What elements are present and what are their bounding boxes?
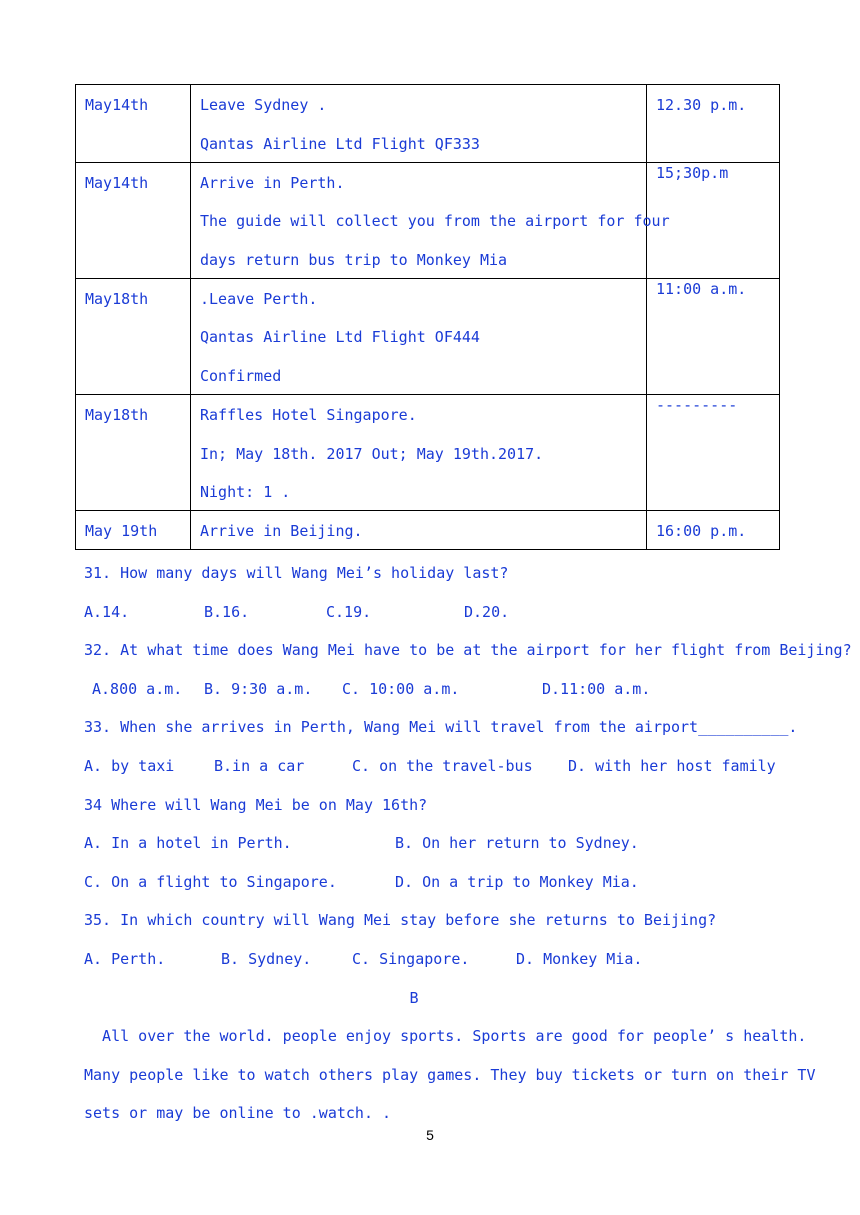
time-text: 15;30p.m: [656, 163, 729, 182]
description-cell: [191, 85, 647, 163]
option-d: D.20.: [464, 602, 510, 621]
option-d: D. Monkey Mia.: [516, 949, 643, 968]
paragraph-line: All over the world. people enjoy sports. Sports are good for people’ s health.: [84, 1027, 807, 1046]
option-a: A. In a hotel in Perth.: [84, 834, 292, 853]
option-c: C. on the travel-bus: [352, 756, 533, 775]
time-text: 11:00 a.m.: [656, 279, 747, 298]
time-cell: [647, 278, 780, 394]
option-b: B.16.: [204, 602, 250, 621]
date-text: May14th: [85, 96, 149, 114]
table-row: [76, 85, 780, 163]
options-32: [84, 679, 784, 718]
description-cell: [191, 394, 647, 510]
description-line: Night: 1 .: [200, 483, 291, 502]
description-line: Raffles Hotel Singapore.: [200, 405, 417, 424]
table-row: [76, 278, 780, 394]
time-cell: [647, 511, 780, 550]
date-cell: [76, 85, 191, 163]
option-c: C.19.: [326, 602, 372, 621]
description-line: days return bus trip to Monkey Mia: [200, 250, 508, 269]
date-text: May18th: [85, 289, 149, 308]
option-d: D. with her host family: [568, 756, 776, 775]
time-text: 16:00 p.m.: [656, 522, 747, 541]
description-line: The guide will collect you from the airport for four: [200, 212, 670, 231]
table-row: [76, 162, 780, 278]
option-c: C. On a flight to Singapore.: [84, 872, 337, 891]
description-line: Qantas Airline Ltd Flight OF444: [200, 328, 480, 347]
option-b: B. 9:30 a.m.: [204, 679, 313, 698]
options-34a: [84, 833, 784, 872]
description-line: Arrive in Perth.: [200, 173, 345, 192]
time-cell: [647, 394, 780, 510]
option-a: A.800 a.m.: [92, 679, 183, 698]
date-cell: [76, 162, 191, 278]
date-text: May18th: [85, 405, 149, 424]
paragraph-line: Many people like to watch others play games. They buy tickets or turn on their TV: [84, 1065, 816, 1084]
itinerary-table: [75, 84, 780, 550]
questions-section: [84, 563, 852, 1142]
section-b-heading: B: [409, 988, 419, 1007]
table-row: [76, 511, 780, 550]
date-cell: [76, 511, 191, 550]
description-line: Confirmed: [200, 366, 282, 385]
option-b: B. Sydney.: [221, 949, 312, 968]
option-d: D.11:00 a.m.: [542, 679, 651, 698]
description-line: In; May 18th. 2017 Out; May 19th.2017.: [200, 444, 544, 463]
option-a: A. Perth.: [84, 949, 166, 968]
date-cell: [76, 394, 191, 510]
description-line: Arrive in Beijing.: [200, 522, 363, 541]
date-text: May 19th: [85, 522, 158, 541]
description-cell: [191, 162, 670, 278]
time-text: ---------: [656, 395, 738, 414]
options-31: [84, 602, 784, 641]
date-cell: [76, 278, 191, 394]
paragraph-line: sets or may be online to .watch. .: [84, 1104, 392, 1123]
description-line: Qantas Airline Ltd Flight QF333: [200, 134, 480, 153]
option-a: A. by taxi: [84, 756, 175, 775]
question-33: 33. When she arrives in Perth, Wang Mei will travel from the airport__________.: [84, 718, 798, 737]
table-row: [76, 394, 780, 510]
option-c: C. Singapore.: [352, 949, 470, 968]
page-number: 5: [426, 1127, 434, 1143]
option-a: A.14.: [84, 602, 130, 621]
time-cell: [647, 85, 780, 163]
option-b: B. On her return to Sydney.: [395, 834, 639, 853]
description-cell: [191, 511, 647, 550]
description-line: Leave Sydney .: [200, 96, 327, 114]
time-text: 12.30 p.m.: [656, 96, 747, 114]
description-cell: [191, 278, 647, 394]
option-b: B.in a car: [214, 756, 305, 775]
question-31: 31. How many days will Wang Mei’s holiday last?: [84, 564, 509, 582]
options-35: [84, 949, 784, 988]
question-35: 35. In which country will Wang Mei stay before she returns to Beijing?: [84, 911, 717, 930]
option-d: D. On a trip to Monkey Mia.: [395, 872, 639, 891]
options-33: [84, 756, 784, 795]
question-34: 34 Where will Wang Mei be on May 16th?: [84, 795, 428, 814]
date-text: May14th: [85, 173, 149, 192]
question-32: 32. At what time does Wang Mei have to be at the airport for her flight from Beijing?: [84, 641, 852, 660]
option-c: C. 10:00 a.m.: [342, 679, 460, 698]
description-line: .Leave Perth.: [200, 289, 318, 308]
options-34b: [84, 872, 784, 911]
